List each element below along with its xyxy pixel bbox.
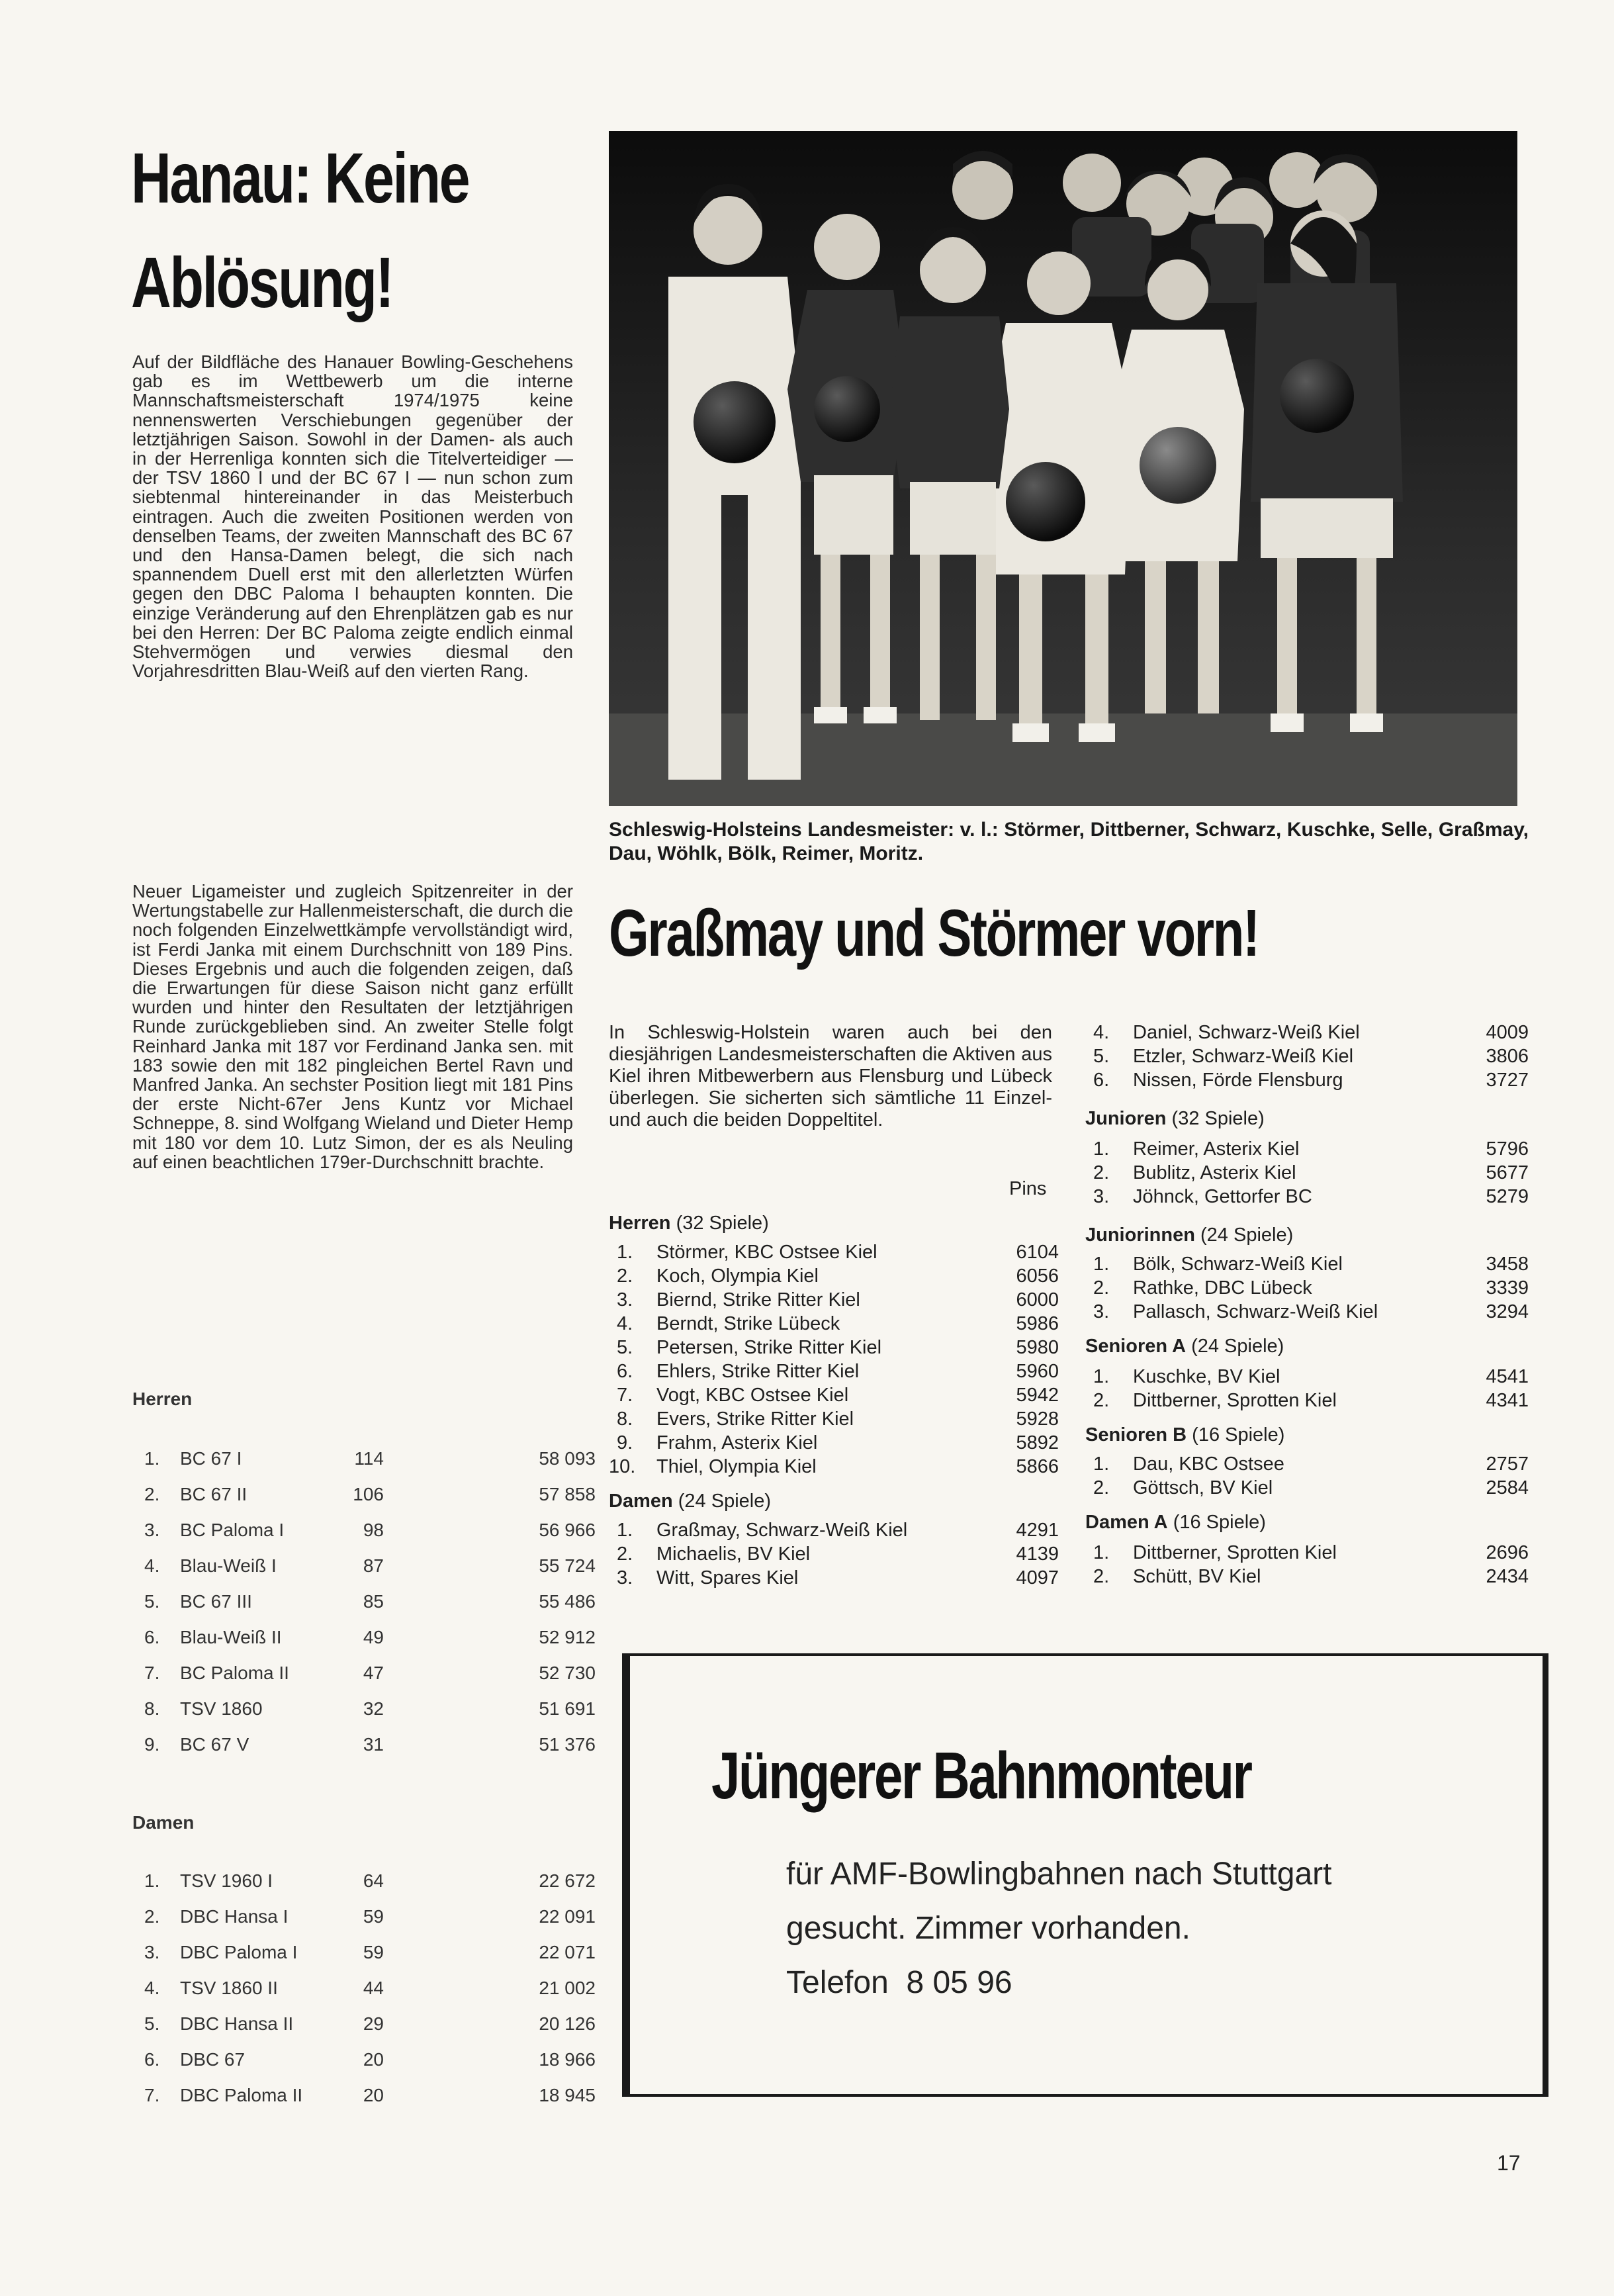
- score: 4541: [1486, 1366, 1529, 1387]
- score: 5796: [1486, 1138, 1529, 1160]
- list-item: [609, 1265, 1059, 1289]
- rank: 4.: [144, 1555, 160, 1576]
- list-item: [1085, 1046, 1529, 1070]
- team: TSV 1860 II: [180, 1978, 278, 1998]
- rank: 3.: [1093, 1301, 1110, 1322]
- list-item: [1085, 1542, 1529, 1566]
- player: Witt, Spares Kiel: [656, 1567, 799, 1588]
- score: 3294: [1486, 1301, 1529, 1322]
- list-item: [609, 1543, 1059, 1567]
- team: DBC Paloma I: [180, 1942, 298, 1962]
- rank: 1.: [617, 1520, 633, 1541]
- team: DBC Hansa II: [180, 2013, 294, 2034]
- damen-standings-table: [132, 1870, 596, 2115]
- rank: 5.: [144, 2013, 160, 2034]
- pins: 22 091: [539, 1906, 596, 1927]
- list-item: [1085, 1022, 1529, 1046]
- score: 5942: [1016, 1385, 1059, 1406]
- rank: 6.: [1093, 1070, 1110, 1091]
- rank: 2.: [617, 1265, 633, 1287]
- rank: 1.: [144, 1448, 160, 1469]
- table-row: [132, 2085, 596, 2111]
- results-right-column: [1085, 1022, 1529, 1591]
- list-item: [1085, 1162, 1529, 1186]
- table-row: [132, 1663, 596, 1689]
- score: 6000: [1016, 1289, 1059, 1310]
- category-senioren-b: [1085, 1424, 1284, 1448]
- pins: 51 376: [539, 1734, 596, 1755]
- rank: 1.: [144, 1870, 160, 1891]
- rank: 4.: [1093, 1022, 1110, 1043]
- score: 5866: [1016, 1456, 1059, 1477]
- points: 31: [363, 1734, 384, 1755]
- category-name: Damen: [609, 1491, 673, 1512]
- hanau-intro-paragraph: Auf der Bildfläche des Hanauer Bowling-Geschehens gab es im Wettbewerb um die interne Mannschaftsmeisterschaft 1974/1975 keine nennenswerten Verschiebungen gegenüber der letztjährigen Saison. Sowohl in der Damen- als auch in der Herrenliga konnten sich die Titelverteidiger — der TSV 1860 I und der BC 67 I — nun schon zum siebtenmal hintereinander in das Meisterbuch eintragen. Auch die zweiten Positionen werden von denselben Teams, der zweiten Mannschaft des BC 67 und den Hansa-Damen belegt, die sich nach spannendem Duell erst mit den allerletzten Würfen gegen den DBC Paloma I behaupten konnten. Die einzige Veränderung auf den Ehrenplätzen gab es nur bei den Herren: Der BC Paloma zeigte endlich einmal Stehvermögen und verwies diesmal den Vorjahresdritten Blau-Weiß auf den vierten Rang.: [132, 351, 573, 682]
- player: Rathke, DBC Lübeck: [1133, 1277, 1312, 1299]
- rank: 1.: [1093, 1254, 1110, 1275]
- points: 87: [363, 1555, 384, 1576]
- score: 5677: [1486, 1162, 1529, 1183]
- herren-standings-table: [132, 1448, 596, 1755]
- list-item: [609, 1432, 1059, 1456]
- table-row: [132, 1978, 596, 2004]
- table-row: [132, 1448, 596, 1475]
- list-item: [1085, 1366, 1529, 1390]
- category-games: (32 Spiele): [1171, 1108, 1265, 1129]
- team: BC 67 III: [180, 1591, 252, 1612]
- player: Bölk, Schwarz-Weiß Kiel: [1133, 1254, 1343, 1275]
- list-item: [609, 1242, 1059, 1265]
- points: 59: [363, 1942, 384, 1962]
- category-games: (16 Spiele): [1192, 1424, 1285, 1446]
- score: 5960: [1016, 1361, 1059, 1382]
- rank: 10.: [609, 1456, 636, 1477]
- player: Etzler, Schwarz-Weiß Kiel: [1133, 1046, 1354, 1067]
- rank: 5.: [144, 1591, 160, 1612]
- pins: 51 691: [539, 1698, 596, 1719]
- player: Ehlers, Strike Ritter Kiel: [656, 1361, 860, 1382]
- rank: 3.: [617, 1567, 633, 1588]
- rank: 8.: [617, 1408, 633, 1430]
- team: DBC Paloma II: [180, 2085, 303, 2105]
- score: 5279: [1486, 1186, 1529, 1207]
- score: 3458: [1486, 1254, 1529, 1275]
- player: Bublitz, Asterix Kiel: [1133, 1162, 1296, 1183]
- points: 114: [354, 1448, 384, 1469]
- player: Dittberner, Sprotten Kiel: [1133, 1542, 1337, 1563]
- category-games: (16 Spiele): [1173, 1512, 1266, 1533]
- rank: 1.: [617, 1242, 633, 1263]
- table-row: [132, 1591, 596, 1618]
- score: 2434: [1486, 1566, 1529, 1587]
- pins: 57 858: [539, 1484, 596, 1504]
- table-row: [132, 2013, 596, 2040]
- points: 44: [363, 1978, 384, 1998]
- list-item: [609, 1567, 1059, 1591]
- score: 4341: [1486, 1390, 1529, 1411]
- rank: 1.: [1093, 1138, 1110, 1160]
- list-item: [609, 1385, 1059, 1408]
- list-item: [609, 1456, 1059, 1480]
- table-row: [132, 1520, 596, 1546]
- score: 3806: [1486, 1046, 1529, 1067]
- score: 4009: [1486, 1022, 1529, 1043]
- rank: 4.: [617, 1313, 633, 1334]
- list-item: [1085, 1390, 1529, 1414]
- team: Blau-Weiß I: [180, 1555, 277, 1576]
- category-senioren-a: [1085, 1336, 1284, 1359]
- pins: 18 945: [539, 2085, 596, 2105]
- pins: 58 093: [539, 1448, 596, 1469]
- photo-caption: Schleswig-Holsteins Landesmeister: v. l.: Störmer, Dittberner, Schwarz, Kuschke, Selle, Graßmay, Dau, Wöhlk, Bölk, Reimer, Moritz.: [609, 819, 1529, 864]
- list-item: [1085, 1138, 1529, 1162]
- team: BC 67 I: [180, 1448, 242, 1469]
- player: Thiel, Olympia Kiel: [656, 1456, 817, 1477]
- schleswig-intro-paragraph: In Schleswig-Holstein waren auch bei den diesjährigen Landesmeisterschaften die Aktiven aus Kiel ihren Mitbewerbern aus Flensburg und Lübeck überlegen. Sie sicherten sich sämtliche 11 Einzel- und auch die beiden Doppeltitel.: [609, 1022, 1052, 1130]
- pins: 55 486: [539, 1591, 596, 1612]
- team: BC Paloma II: [180, 1663, 289, 1683]
- category-name: Herren: [609, 1213, 671, 1234]
- player: Kuschke, BV Kiel: [1133, 1366, 1280, 1387]
- rank: 3.: [144, 1942, 160, 1962]
- rank: 9.: [617, 1432, 633, 1453]
- pins: 21 002: [539, 1978, 596, 1998]
- table-row: [132, 1734, 596, 1761]
- score: 3727: [1486, 1070, 1529, 1091]
- points: 20: [363, 2049, 384, 2070]
- list-item: [609, 1337, 1059, 1361]
- category-games: (24 Spiele): [1191, 1336, 1284, 1357]
- rank: 6.: [144, 1627, 160, 1647]
- table-row: [132, 1698, 596, 1725]
- rank: 1.: [1093, 1453, 1110, 1475]
- points: 85: [363, 1591, 384, 1612]
- points: 20: [363, 2085, 384, 2105]
- score: 4139: [1016, 1543, 1059, 1565]
- player: Störmer, KBC Ostsee Kiel: [656, 1242, 877, 1263]
- rank: 2.: [1093, 1162, 1110, 1183]
- rank: 2.: [1093, 1390, 1110, 1411]
- damen-table-title: Damen: [132, 1812, 195, 1833]
- table-row: [132, 1906, 596, 1933]
- rank: 2.: [1093, 1277, 1110, 1299]
- table-row: [132, 1555, 596, 1582]
- category-herren: [609, 1213, 769, 1236]
- headline-line-2: Ablösung!: [131, 242, 393, 322]
- rank: 1.: [1093, 1542, 1110, 1563]
- rank: 4.: [144, 1978, 160, 1998]
- score: 5986: [1016, 1313, 1059, 1334]
- left-headline: [131, 126, 469, 335]
- list-item: [1085, 1277, 1529, 1301]
- headline-line-1: Hanau: Keine: [131, 138, 469, 218]
- list-item: [1085, 1254, 1529, 1277]
- list-item: [1085, 1566, 1529, 1590]
- table-row: [132, 2049, 596, 2076]
- score: 2584: [1486, 1477, 1529, 1498]
- category-damen: [609, 1491, 771, 1514]
- points: 98: [363, 1520, 384, 1540]
- list-item: [1085, 1453, 1529, 1477]
- player: Göttsch, BV Kiel: [1133, 1477, 1273, 1498]
- player: Jöhnck, Gettorfer BC: [1133, 1186, 1312, 1207]
- points: 49: [363, 1627, 384, 1647]
- liga-paragraph: Neuer Ligameister und zugleich Spitzenreiter in der Wertungstabelle zur Hallenmeisterschaft, die durch die noch folgenden Einzelwettkämpfe vervollständigt wird, ist Ferdi Janka mit einem Durchschnitt von 189 Pins. Dieses Ergebnis und auch die folgenden zeigen, daß die Erwartungen für diese Saison nicht ganz erfüllt wurden und hinter den Resultaten der letztjährigen Runde zurückgeblieben sind. An zweiter Stelle folgt Reinhard Janka mit 187 vor Ferdinand Janka sen. mit 183 sowie den mit 182 pingleichen Bertel Ravn und Manfred Janka. An sechster Position liegt mit 181 Pins der erste Nicht-67er Jens Kuntz vor Michael Schneppe, 8. sind Wolfgang Wieland und Dieter Hemp mit 180 vor dem 10. Lutz Simon, der es als Neuling auf einen beachtlichen 179er-Durchschnitt brachte.: [132, 881, 573, 1172]
- page-number: 17: [1497, 2151, 1521, 2175]
- rank: 2.: [144, 1906, 160, 1927]
- results-middle-column: [609, 1178, 1059, 1641]
- list-item: [1085, 1301, 1529, 1325]
- player: Evers, Strike Ritter Kiel: [656, 1408, 854, 1430]
- rank: 7.: [144, 1663, 160, 1683]
- list-item: [609, 1289, 1059, 1313]
- table-row: [132, 1627, 596, 1653]
- category-games: (24 Spiele): [1200, 1224, 1294, 1246]
- category-name: Damen A: [1085, 1512, 1168, 1533]
- points: 64: [363, 1870, 384, 1891]
- team: Blau-Weiß II: [180, 1627, 282, 1647]
- team-photo-illustration: [609, 131, 1517, 806]
- player: Frahm, Asterix Kiel: [656, 1432, 818, 1453]
- rank: 1.: [1093, 1366, 1110, 1387]
- team: BC 67 II: [180, 1484, 247, 1504]
- team: DBC 67: [180, 2049, 246, 2070]
- player: Schütt, BV Kiel: [1133, 1566, 1261, 1587]
- score: 2696: [1486, 1542, 1529, 1563]
- herren-table-title: Herren: [132, 1389, 193, 1409]
- player: Petersen, Strike Ritter Kiel: [656, 1337, 882, 1358]
- list-item: [1085, 1070, 1529, 1093]
- category-name: Senioren A: [1085, 1336, 1187, 1357]
- pins-column-header: Pins: [1009, 1178, 1047, 1199]
- rank: 3.: [144, 1520, 160, 1540]
- pins: 18 966: [539, 2049, 596, 2070]
- category-damen-a: [1085, 1512, 1266, 1536]
- team: DBC Hansa I: [180, 1906, 289, 1927]
- list-item: [609, 1408, 1059, 1432]
- player: Nissen, Förde Flensburg: [1133, 1070, 1343, 1091]
- list-item: [609, 1361, 1059, 1385]
- points: 47: [363, 1663, 384, 1683]
- rank: 9.: [144, 1734, 160, 1755]
- points: 29: [363, 2013, 384, 2034]
- table-row: [132, 1484, 596, 1510]
- pins: 55 724: [539, 1555, 596, 1576]
- ad-line-1: für AMF-Bowlingbahnen nach Stuttgart: [786, 1857, 1332, 1892]
- rank: 7.: [617, 1385, 633, 1406]
- pins: 22 672: [539, 1870, 596, 1891]
- player: Pallasch, Schwarz-Weiß Kiel: [1133, 1301, 1378, 1322]
- rank: 3.: [1093, 1186, 1110, 1207]
- score: 6056: [1016, 1265, 1059, 1287]
- player: Dittberner, Sprotten Kiel: [1133, 1390, 1337, 1411]
- rank: 8.: [144, 1698, 160, 1719]
- team-photo: [609, 131, 1517, 806]
- rank: 6.: [144, 2049, 160, 2070]
- player: Vogt, KBC Ostsee Kiel: [656, 1385, 849, 1406]
- list-item: [1085, 1186, 1529, 1210]
- rank: 5.: [617, 1337, 633, 1358]
- player: Berndt, Strike Lübeck: [656, 1313, 840, 1334]
- score: 5892: [1016, 1432, 1059, 1453]
- rank: 5.: [1093, 1046, 1110, 1067]
- rank: 3.: [617, 1289, 633, 1310]
- category-juniorinnen: [1085, 1224, 1293, 1248]
- pins: 22 071: [539, 1942, 596, 1962]
- player: Dau, KBC Ostsee: [1133, 1453, 1284, 1475]
- rank: 2.: [617, 1543, 633, 1565]
- category-junioren: [1085, 1108, 1265, 1132]
- ad-title: Jüngerer Bahnmonteur: [711, 1739, 1251, 1813]
- middle-headline: Graßmay und Störmer vorn!: [609, 896, 1259, 970]
- table-row: [132, 1942, 596, 1968]
- score: 3339: [1486, 1277, 1529, 1299]
- team: BC 67 V: [180, 1734, 249, 1755]
- category-games: (24 Spiele): [678, 1491, 772, 1512]
- ad-line-2: gesucht. Zimmer vorhanden.: [786, 1911, 1190, 1946]
- score: 4291: [1016, 1520, 1059, 1541]
- rank: 7.: [144, 2085, 160, 2105]
- points: 59: [363, 1906, 384, 1927]
- rank: 2.: [1093, 1477, 1110, 1498]
- points: 32: [363, 1698, 384, 1719]
- list-item: [1085, 1477, 1529, 1501]
- player: Reimer, Asterix Kiel: [1133, 1138, 1300, 1160]
- score: 5980: [1016, 1337, 1059, 1358]
- points: 106: [353, 1484, 384, 1504]
- list-item: [609, 1520, 1059, 1543]
- rank: 2.: [144, 1484, 160, 1504]
- player: Michaelis, BV Kiel: [656, 1543, 811, 1565]
- player: Daniel, Schwarz-Weiß Kiel: [1133, 1022, 1360, 1043]
- table-row: [132, 1870, 596, 1897]
- pins: 20 126: [539, 2013, 596, 2034]
- score: 4097: [1016, 1567, 1059, 1588]
- score: 2757: [1486, 1453, 1529, 1475]
- score: 5928: [1016, 1408, 1059, 1430]
- category-name: Junioren: [1085, 1108, 1167, 1129]
- pins: 52 912: [539, 1627, 596, 1647]
- ad-line-3: Telefon 8 05 96: [786, 1965, 1012, 2000]
- team: TSV 1860: [180, 1698, 263, 1719]
- list-item: [609, 1313, 1059, 1337]
- player: Graßmay, Schwarz-Weiß Kiel: [656, 1520, 908, 1541]
- player: Koch, Olympia Kiel: [656, 1265, 819, 1287]
- rank: 2.: [1093, 1566, 1110, 1587]
- team: TSV 1960 I: [180, 1870, 273, 1891]
- pins: 52 730: [539, 1663, 596, 1683]
- team: BC Paloma I: [180, 1520, 285, 1540]
- player: Biernd, Strike Ritter Kiel: [656, 1289, 860, 1310]
- score: 6104: [1016, 1242, 1059, 1263]
- category-name: Juniorinnen: [1085, 1224, 1195, 1246]
- rank: 6.: [617, 1361, 633, 1382]
- category-name: Senioren B: [1085, 1424, 1187, 1446]
- category-games: (32 Spiele): [676, 1213, 769, 1234]
- pins: 56 966: [539, 1520, 596, 1540]
